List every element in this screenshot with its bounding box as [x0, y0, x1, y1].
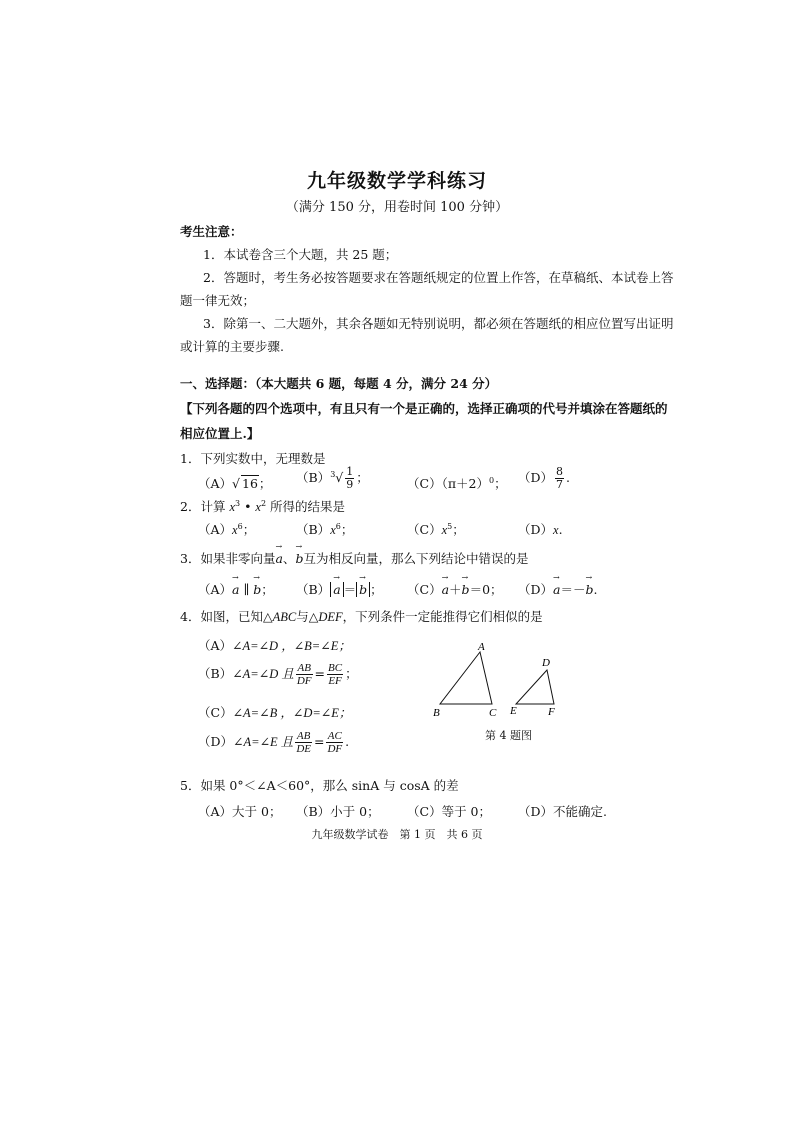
q2-option-b: $(B)x^6$； — [296, 521, 354, 537]
q5-option-d: （D）不能确定. — [518, 804, 607, 819]
point-f-label: F — [548, 706, 555, 718]
page-subtitle: （满分 150 分，用卷时间 100 分钟） — [285, 200, 509, 215]
notice-item-3-line-1: 3．除第一、二大题外，其余各题如无特别说明，都必须在答题纸的相应位置写出证明 — [203, 316, 674, 331]
q1-option-a: （A）√ 16； — [198, 476, 272, 491]
q4-triangles-figure — [420, 638, 580, 723]
notice-item-2-line-1: 2．答题时，考生务必按答题要求在答题纸规定的位置上作答，在草稿纸、本试卷上答 — [203, 270, 674, 285]
q5-stem: 5．如果 0°＜∠A＜60°，那么 sinA 与 cosA 的差 — [180, 778, 459, 793]
q4-option-d: （D）∠A=∠E 且 $\frac{AB}{DE}$ = $\frac{AC}{DF}$ . — [198, 730, 350, 755]
q3-option-c: （C）→ a＋→ b＝0； — [407, 580, 503, 598]
q5-option-a: （A）大于 0； — [198, 804, 282, 819]
page-title: 九年级数学学科练习 — [306, 170, 487, 192]
q2-option-c: $(C)x^5$； — [407, 521, 465, 537]
point-d-label: D — [542, 657, 550, 669]
q3-option-d: （D）→ a＝－→ b. — [518, 580, 598, 598]
q3-option-a: （A）→ a ∥ → b； — [198, 580, 274, 598]
q3-stem: 3．如果非零向量→ a、→ b互为相反向量，那么下列结论中错误的是 — [180, 549, 528, 567]
point-e-label: E — [510, 705, 517, 717]
q2-option-a: $(A)x^6$； — [198, 521, 256, 537]
q5-option-b: （B）小于 0； — [296, 804, 380, 819]
q1-option-d: （D） $\frac{8}{7}$ . — [518, 465, 571, 491]
notice-heading: 考生注意： — [180, 224, 243, 239]
q2-option-d: （D）x. — [518, 522, 563, 537]
triangle-def — [516, 670, 554, 704]
q4-option-c: （C）∠A=∠B ，∠D=∠E； — [198, 705, 352, 720]
page-footer: 九年级数学试卷 第 1 页 共 6 页 — [311, 828, 483, 841]
q4-stem: 4．如图，已知△ABC与△DEF，下列条件一定能推得它们相似的是 — [180, 609, 543, 624]
q4-option-a: （A）∠A=∠D ，∠B=∠E； — [198, 638, 351, 653]
q1-option-b: $(B)^3√$ $\frac{1}{9}$ ； — [296, 465, 369, 491]
notice-item-1: 1．本试卷含三个大题，共 25 题； — [203, 247, 398, 262]
q3-option-b: （B）→ a ＝→ b ； — [296, 580, 383, 598]
q5-option-c: （C）等于 0； — [407, 804, 491, 819]
section-heading: 一、选择题：（本大题共 6 题，每题 4 分，满分 24 分） — [180, 376, 498, 391]
triangle-abc — [440, 652, 492, 704]
point-b-label: B — [433, 707, 440, 719]
q4-figure-caption: 第 4 题图 — [485, 729, 532, 742]
q1-stem: 1．下列实数中，无理数是 — [180, 451, 326, 466]
q1-option-c: $(C)(\pi+2)^0$； — [407, 475, 507, 491]
notice-item-3-line-2: 或计算的主要步骤. — [180, 339, 284, 354]
q2-stem: 2．计算 $x^3$ • $x^2$ 所得的结果是 — [180, 498, 346, 514]
section-instruction-line-1: 【下列各题的四个选项中，有且只有一个是正确的，选择正确项的代号并填涂在答题纸的 — [180, 401, 668, 416]
section-instruction-line-2: 相应位置上.】 — [180, 426, 260, 441]
q4-option-b: （B）∠A=∠D 且 $\frac{AB}{DF}$ = $\frac{BC}{EF}$ ； — [198, 662, 358, 687]
point-c-label: C — [489, 707, 497, 719]
point-a-label: A — [478, 641, 485, 653]
notice-item-2-line-2: 题一律无效； — [180, 293, 256, 308]
